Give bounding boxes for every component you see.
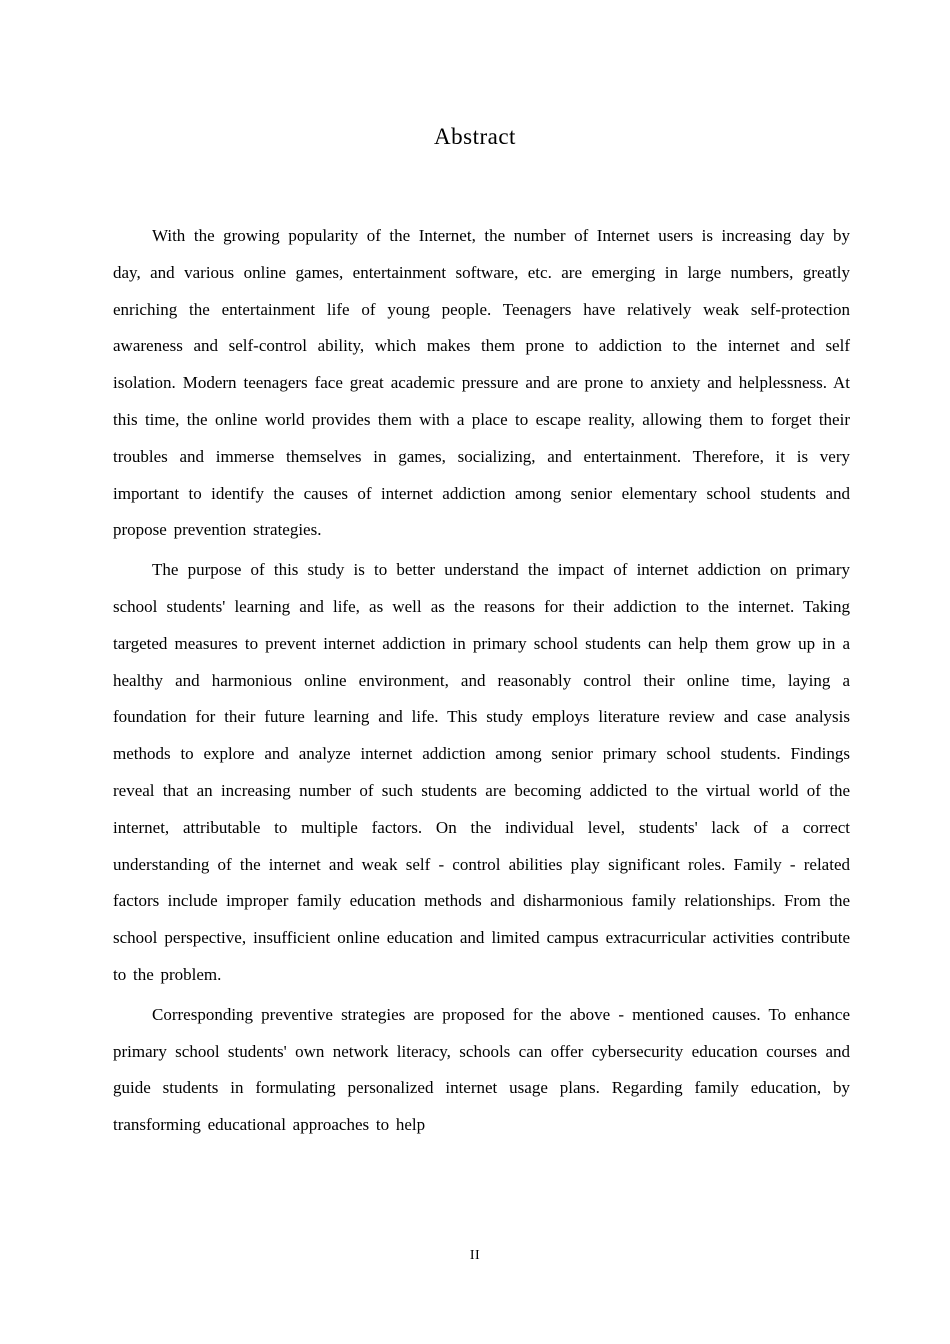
- abstract-paragraph-1: With the growing popularity of the Internet, the number of Internet users is increasing day by day, and various online games, entertainment software, etc. are emerging in large numbers, greatly enriching the entertainment life of young people. Teenagers have relatively weak self-protection awareness and self-control ability, which makes them prone to addiction to the internet and self isolation. Modern teenagers face great academic pressure and are prone to anxiety and helplessness. At this time, the online world provides them with a place to escape reality, allowing them to forget their troubles and immerse themselves in games, socializing, and entertainment. Therefore, it is very important to identify the causes of internet addiction among senior elementary school students and propose prevention strategies.: [113, 226, 850, 540]
- abstract-body: [113, 218, 850, 1147]
- abstract-paragraph-2: The purpose of this study is to better understand the impact of internet addiction on primary school students' learning and life, as well as the reasons for their addiction to the internet. Taking targeted measures to prevent internet addiction in primary school students can help them grow up in a healthy and harmonious online environment, and reasonably control their online time, laying a foundation for their future learning and life. This study employs literature review and case analysis methods to explore and analyze internet addiction among senior primary school students. Findings reveal that an increasing number of such students are becoming addicted to the virtual world of the internet, attributable to multiple factors. On the individual level, students' lack of a correct understanding of the internet and weak self - control abilities play significant roles. Family - related factors include improper family education methods and disharmonious family relationships. From the school perspective, insufficient online education and limited campus extracurricular activities contribute to the problem.: [113, 560, 850, 984]
- page-title: Abstract: [434, 124, 516, 149]
- abstract-paragraph-3: Corresponding preventive strategies are proposed for the above - mentioned causes. To enhance primary school students' own network literacy, schools can offer cybersecurity education courses and guide students in formulating personalized internet usage plans. Regarding family education, by transforming educational approaches to help: [113, 1004, 850, 1135]
- page-number: II: [469, 1248, 481, 1263]
